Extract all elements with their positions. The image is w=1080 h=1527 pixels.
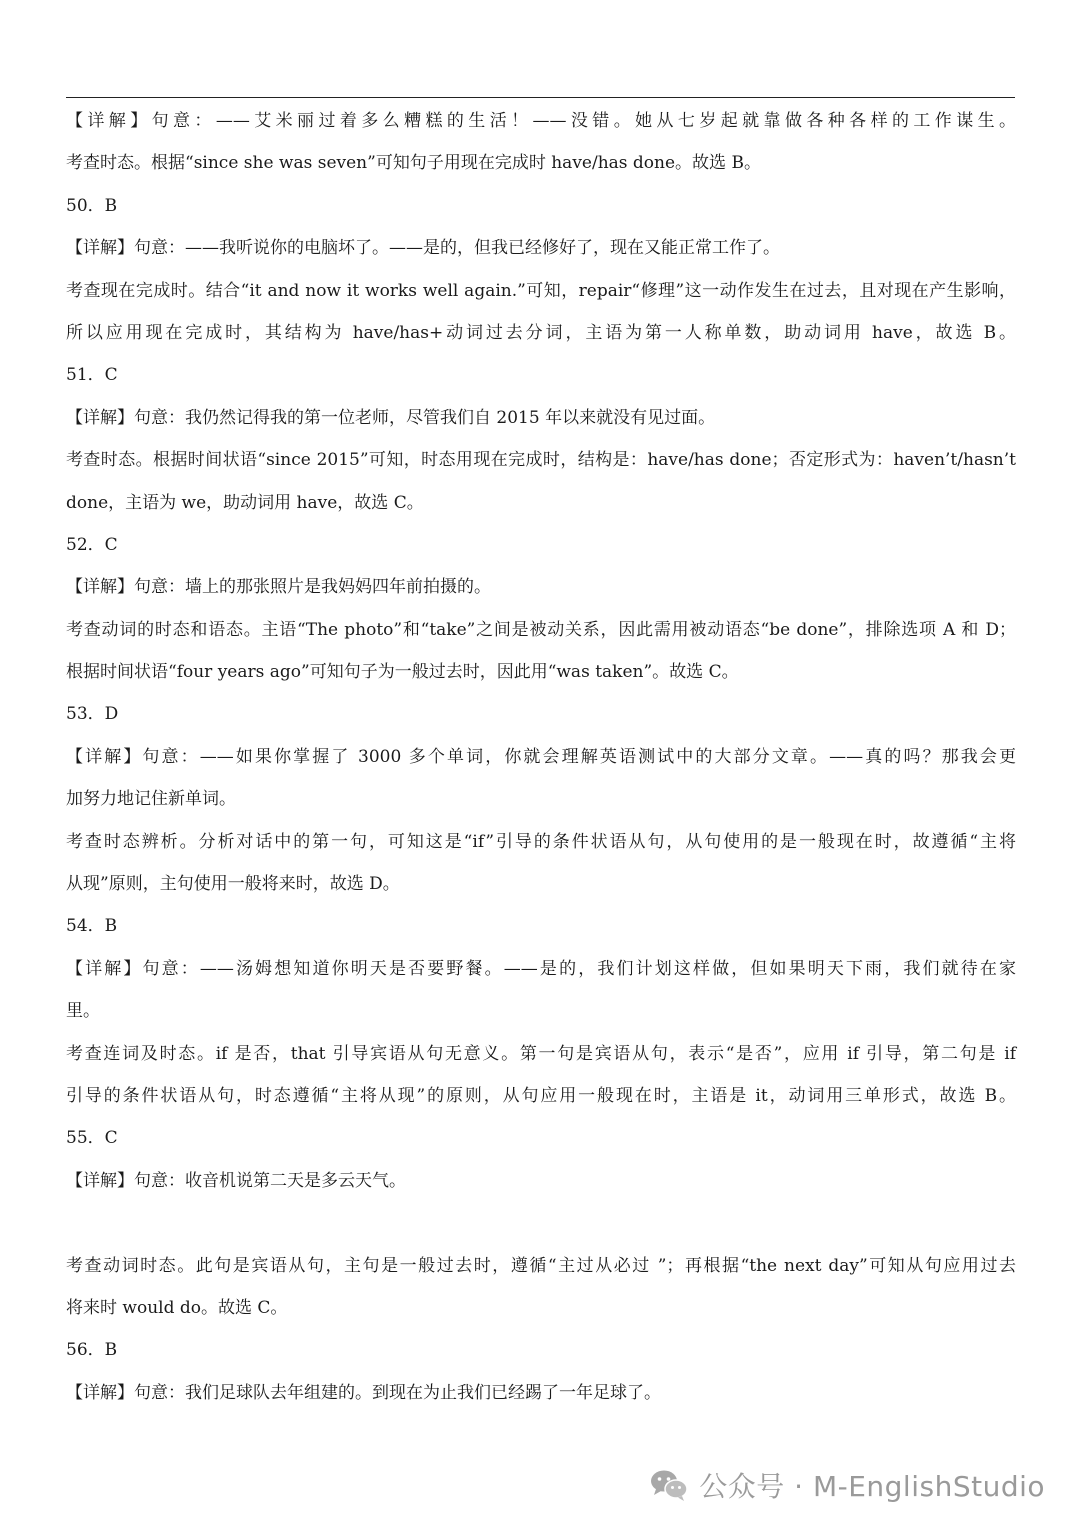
answer-number: 54．B xyxy=(66,916,118,937)
text-line: 【详解】句意：收音机说第二天是多云天气。 xyxy=(66,1170,406,1191)
text-line: 考查时态。根据“since she was seven”可知句子用现在完成时 have/has done。故选 B。 xyxy=(66,153,761,174)
text-line: 加努力地记住新单词。 xyxy=(66,789,236,810)
text-line: 【详解】句意：——我听说你的电脑坏了。——是的，但我已经修好了，现在又能正常工作了。 xyxy=(66,238,780,259)
answer-number: 55．C xyxy=(66,1128,118,1149)
header-rule xyxy=(66,97,1015,98)
text-line: 【详解】句意：——汤姆想知道你明天是否要野餐。——是的，我们计划这样做，但如果明天下雨，我们就待在家 xyxy=(66,958,1016,979)
answer-number: 52．C xyxy=(66,534,118,555)
text-line: 考查现在完成时。结合“it and now it works well again.”可知，repair“修理”这一动作发生在过去，且对现在产生影响， xyxy=(66,280,1016,301)
watermark xyxy=(649,1461,1045,1509)
text-line: 所以应用现在完成时，其结构为 have/has+动词过去分词，主语为第一人称单数，助动词用 have，故选 B。 xyxy=(66,322,1016,343)
answer-number: 53．D xyxy=(66,704,119,725)
answer-number: 51．C xyxy=(66,365,118,386)
text-line: 将来时 would do。故选 C。 xyxy=(66,1297,288,1318)
text-line: 根据时间状语“four years ago”可知句子为一般过去时，因此用“was taken”。故选 C。 xyxy=(66,662,739,683)
text-line: 从现”原则，主句使用一般将来时，故选 D。 xyxy=(66,874,400,895)
text-line: 里。 xyxy=(66,1001,100,1022)
text-line: 【详解】句意：——如果你掌握了 3000 多个单词，你就会理解英语测试中的大部分文章。——真的吗？那我会更 xyxy=(66,746,1016,767)
text-line: 考查时态。根据时间状语“since 2015”可知，时态用现在完成时，结构是：have/has done；否定形式为：haven’t/hasn’t xyxy=(66,450,1016,471)
answer-explanations xyxy=(66,100,1016,1414)
text-line: 考查连词及时态。if 是否，that 引导宾语从句无意义。第一句是宾语从句，表示“是否”，应用 if 引导，第二句是 if xyxy=(66,1043,1016,1064)
text-line: 【详解】句意：我仍然记得我的第一位老师，尽管我们自 2015 年以来就没有见过面。 xyxy=(66,407,716,428)
text-line: 考查动词的时态和语态。主语“The photo”和“take”之间是被动关系，因此需用被动语态“be done”，排除选项 A 和 D； xyxy=(66,619,1016,640)
text-line: 引导的条件状语从句，时态遵循“主将从现”的原则，从句应用一般现在时，主语是 it，动词用三单形式，故选 B。 xyxy=(66,1085,1016,1106)
text-line: done，主语为 we，助动词用 have，故选 C。 xyxy=(66,492,424,513)
wechat-icon xyxy=(649,1468,689,1502)
answer-number: 56．B xyxy=(66,1340,118,1361)
answer-number: 50．B xyxy=(66,195,118,216)
text-line: 考查时态辨析。分析对话中的第一句，可知这是“if”引导的条件状语从句，从句使用的是一般现在时，故遵循“主将 xyxy=(66,831,1016,852)
text-line: 【详解】句意：墙上的那张照片是我妈妈四年前拍摄的。 xyxy=(66,577,491,598)
text-line: 【详解】句意：我们足球队去年组建的。到现在为止我们已经踢了一年足球了。 xyxy=(66,1382,661,1403)
text-line: 考查动词时态。此句是宾语从句，主句是一般过去时，遵循“主过从必过 ”；再根据“the next day”可知从句应用过去 xyxy=(66,1255,1016,1276)
blank-gap xyxy=(66,1202,1016,1244)
text-line: 【详解】句意：——艾米丽过着多么糟糕的生活！——没错。她从七岁起就靠做各种各样的工作谋生。 xyxy=(66,111,1016,131)
watermark-text: 公众号 · M-EnglishStudio xyxy=(699,1470,1045,1503)
